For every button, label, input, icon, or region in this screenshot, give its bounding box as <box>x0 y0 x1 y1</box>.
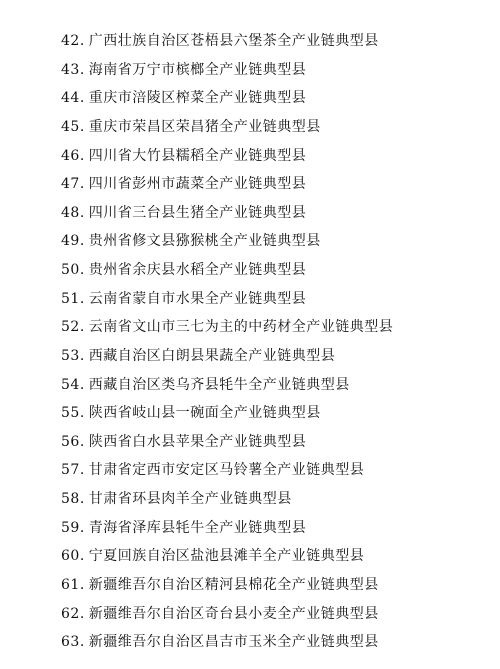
list-item <box>61 170 491 199</box>
list-item <box>61 600 491 629</box>
item-text: 青海省泽库县牦牛全产业链典型县 <box>88 519 307 536</box>
item-text: 四川省三台县生猪全产业链典型县 <box>88 204 307 221</box>
item-number: 54. <box>61 376 85 393</box>
item-number: 61. <box>61 576 85 593</box>
item-text: 新疆维吾尔自治区昌吉市玉米全产业链典型县 <box>88 634 379 651</box>
list-item <box>61 485 491 514</box>
item-number: 58. <box>61 491 85 507</box>
item-number: 51. <box>61 290 85 307</box>
item-number: 48. <box>61 204 85 221</box>
list-item <box>61 428 491 457</box>
item-text: 西藏自治区白朗县果蔬全产业链典型县 <box>88 347 336 364</box>
item-text: 贵州省余庆县水稻全产业链典型县 <box>88 262 307 278</box>
item-number: 53. <box>61 347 85 364</box>
item-number: 62. <box>61 605 85 622</box>
item-number: 52. <box>61 319 85 336</box>
item-text: 新疆维吾尔自治区奇台县小麦全产业链典型县 <box>88 605 379 622</box>
list-item <box>61 285 491 314</box>
item-text: 重庆市荣昌区荣昌猪全产业链典型县 <box>88 118 321 135</box>
list-item <box>61 399 491 428</box>
list-item <box>61 342 491 371</box>
list-item <box>61 456 491 485</box>
item-text: 新疆维吾尔自治区精河县棉花全产业链典型县 <box>88 576 379 593</box>
list-item <box>61 514 491 543</box>
item-text: 陕西省岐山县一碗面全产业链典型县 <box>88 405 321 422</box>
list-item <box>61 571 491 600</box>
item-number: 63. <box>61 634 85 651</box>
item-number: 50. <box>61 262 85 278</box>
item-text: 海南省万宁市槟榔全产业链典型县 <box>88 61 307 78</box>
item-number: 43. <box>61 61 85 78</box>
list-item <box>61 628 491 657</box>
item-number: 60. <box>61 548 85 565</box>
item-text: 西藏自治区类乌齐县牦牛全产业链典型县 <box>88 376 350 393</box>
item-number: 49. <box>61 233 85 250</box>
item-text: 陕西省白水县苹果全产业链典型县 <box>88 433 307 450</box>
county-list <box>61 27 491 657</box>
list-item <box>61 199 491 228</box>
item-number: 46. <box>61 147 85 164</box>
list-item <box>61 371 491 400</box>
item-text: 宁夏回族自治区盐池县滩羊全产业链典型县 <box>88 548 365 565</box>
list-item <box>61 227 491 256</box>
item-text: 重庆市涪陵区榨菜全产业链典型县 <box>88 90 307 107</box>
item-text: 四川省大竹县糯稻全产业链典型县 <box>88 147 307 164</box>
item-number: 55. <box>61 405 85 422</box>
item-text: 贵州省修文县猕猴桃全产业链典型县 <box>88 233 321 250</box>
list-item <box>61 56 491 85</box>
list-item <box>61 256 491 285</box>
item-text: 广西壮族自治区苍梧县六堡茶全产业链典型县 <box>88 33 379 49</box>
list-item <box>61 142 491 171</box>
list-item <box>61 84 491 113</box>
item-number: 57. <box>61 462 85 479</box>
list-item <box>61 113 491 142</box>
list-item <box>61 27 491 56</box>
item-text: 甘肃省定西市安定区马铃薯全产业链典型县 <box>88 462 365 479</box>
item-number: 56. <box>61 433 85 450</box>
item-text: 云南省文山市三七为主的中药材全产业链典型县 <box>88 319 394 336</box>
item-number: 42. <box>61 33 85 49</box>
item-number: 44. <box>61 90 85 107</box>
item-text: 甘肃省环县肉羊全产业链典型县 <box>88 491 292 507</box>
item-number: 47. <box>61 176 85 193</box>
item-text: 云南省蒙自市水果全产业链典型县 <box>88 290 307 307</box>
list-item <box>61 542 491 571</box>
item-number: 45. <box>61 118 85 135</box>
item-text: 四川省彭州市蔬菜全产业链典型县 <box>88 176 307 193</box>
list-item <box>61 313 491 342</box>
item-number: 59. <box>61 519 85 536</box>
